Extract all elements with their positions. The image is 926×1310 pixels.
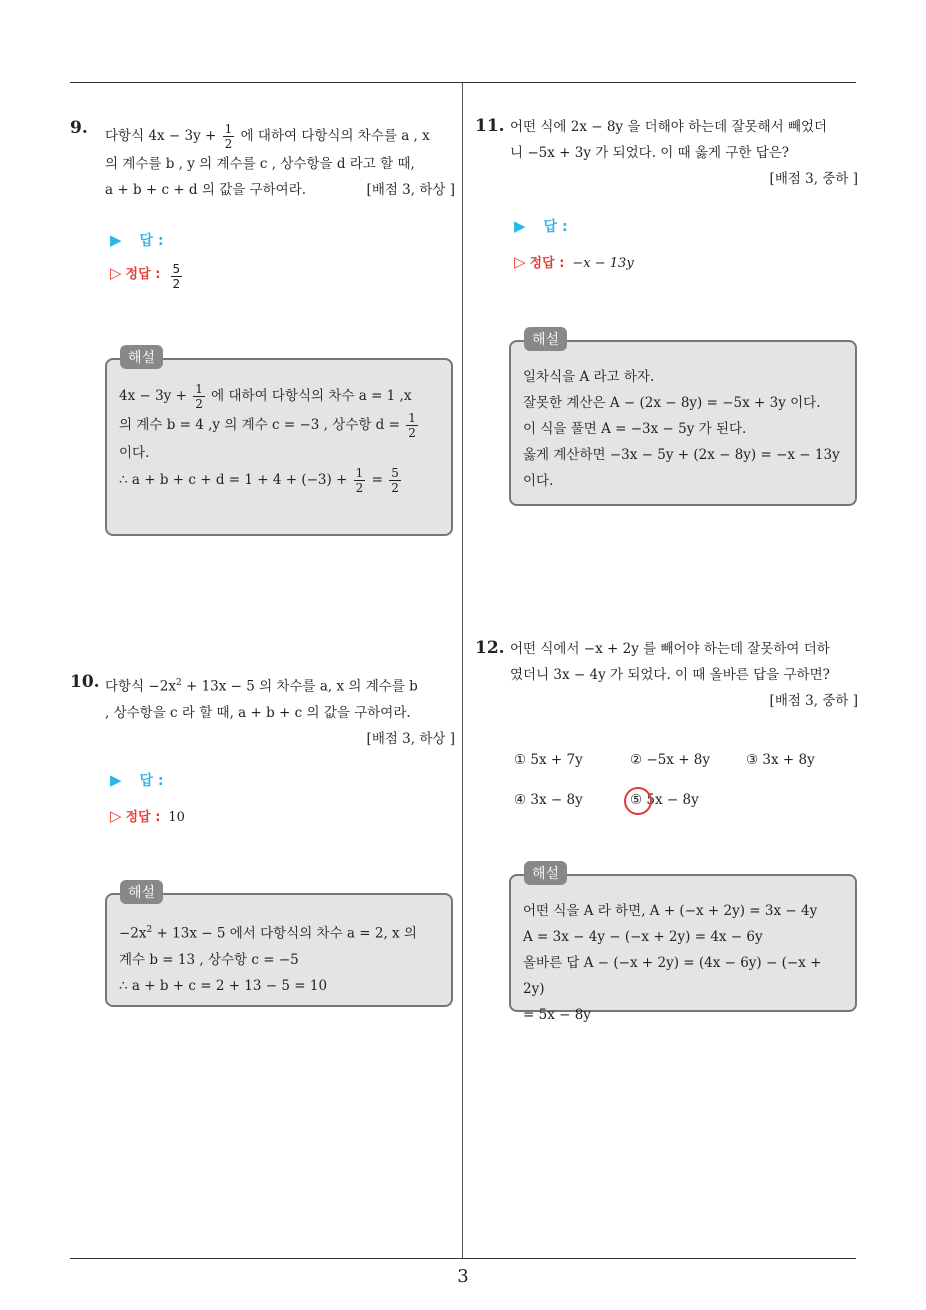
answer-marker-icon: ▶ bbox=[110, 231, 122, 249]
question-text bbox=[105, 122, 455, 203]
explanation-tag: 해설 bbox=[524, 327, 567, 351]
correct-value: 10 bbox=[168, 810, 185, 825]
problem-number: 12. bbox=[475, 638, 505, 658]
explanation-tag: 해설 bbox=[120, 345, 163, 369]
correct-marker-icon: ▷ bbox=[110, 264, 122, 282]
problem-number: 10. bbox=[70, 672, 100, 692]
selected-answer-circle-icon bbox=[624, 787, 652, 815]
correct-value: $\frac{5}{2}$ bbox=[172, 262, 181, 291]
answer-label: 답 : bbox=[139, 773, 164, 789]
correct-label: 정답 : bbox=[529, 256, 565, 271]
score-label: [배점 3, 하상 ] bbox=[366, 182, 455, 198]
correct-answer-row bbox=[110, 806, 185, 825]
answer-row[interactable] bbox=[110, 230, 164, 250]
choice-1[interactable]: ① 5x + 7y bbox=[514, 752, 583, 768]
question-text: 다항식 $-2x^2 + 13x - 5$ 의 차수를 a, x 의 계수를 b , 상수항을 c 라 할 때, a + b + c 의 값을 구하여라. [배점 3, 하상 ] bbox=[105, 670, 455, 752]
correct-marker-icon: ▷ bbox=[110, 807, 122, 825]
correct-label: 정답 : bbox=[125, 267, 161, 282]
answer-row[interactable] bbox=[514, 216, 568, 236]
answer-label: 답 : bbox=[543, 219, 568, 235]
correct-answer-row bbox=[110, 262, 184, 291]
page-number: 3 bbox=[457, 1266, 469, 1287]
answer-marker-icon: ▶ bbox=[514, 217, 526, 235]
top-rule bbox=[70, 82, 856, 83]
score-label: [배점 3, 중하 ] bbox=[769, 171, 858, 187]
choice-5[interactable]: ⑤ 5x − 8y bbox=[630, 792, 699, 808]
question-line: 에 대하여 다항식의 차수를 a , x bbox=[240, 128, 430, 144]
fraction: $\frac{1}{2}$ bbox=[224, 122, 233, 151]
score-label: [배점 3, 중하 ] bbox=[769, 693, 858, 709]
choice-3[interactable]: ③ 3x + 8y bbox=[746, 752, 815, 768]
answer-marker-icon: ▶ bbox=[110, 771, 122, 789]
explanation-box: 어떤 식을 A 라 하면, A + (−x + 2y) = 3x − 4y A = 3x − 4y − (−x + 2y) = 4x − 6y 올바른 답 A − (−x + 2y) = (4x − 6y) − (−x + 2y) = 5x − 8y bbox=[509, 874, 857, 1012]
question-text: 어떤 식에서 −x + 2y 를 빼어야 하는데 잘못하여 더하 였더니 3x − 4y 가 되었다. 이 때 올바른 답을 구하면? [배점 3, 중하 ] bbox=[510, 636, 858, 714]
problem-number: 9. bbox=[70, 118, 88, 138]
correct-label: 정답 : bbox=[125, 810, 161, 825]
explanation-tag: 해설 bbox=[120, 880, 163, 904]
explanation-box: 4x − 3y + $\frac{1}{2}$ 에 대하여 다항식의 차수 a = 1 ,x 의 계수 b = 4 ,y 의 계수 c = −3 , 상수항 d = $\frac{1}{2}$ 이다. ∴ a + b + c + d = 1 + 4 + (−3) + $\frac{1}{2}$ = $\frac{5}{2}$ bbox=[105, 358, 453, 536]
column-divider bbox=[462, 83, 463, 1258]
explanation-tag: 해설 bbox=[524, 861, 567, 885]
answer-row[interactable] bbox=[110, 770, 164, 790]
problem-number: 11. bbox=[475, 116, 505, 136]
explanation-box: 일차식을 A 라고 하자. 잘못한 계산은 A − (2x − 8y) = −5x + 3y 이다. 이 식을 풀면 A = −3x − 5y 가 된다. 옳게 계산하면 −3x − 5y + (2x − 8y) = −x − 13y 이다. bbox=[509, 340, 857, 506]
explanation-box: $-2x^2 + 13x - 5$ 에서 다항식의 차수 a = 2, x 의 계수 b = 13 , 상수항 c = −5 ∴ a + b + c = 2 + 13 − 5 = 10 bbox=[105, 893, 453, 1007]
choice-4[interactable]: ④ 3x − 8y bbox=[514, 792, 583, 808]
correct-value: −x − 13y bbox=[572, 256, 634, 271]
question-line: 다항식 4x − 3y + bbox=[105, 128, 217, 144]
question-text: 어떤 식에 2x − 8y 을 더해야 하는데 잘못해서 빼었더 니 −5x + 3y 가 되었다. 이 때 옳게 구한 답은? [배점 3, 중하 ] bbox=[510, 114, 858, 192]
question-line: 의 계수를 b , y 의 계수를 c , 상수항을 d 라고 할 때, bbox=[105, 156, 415, 172]
score-label: [배점 3, 하상 ] bbox=[366, 730, 455, 747]
question-line: a + b + c + d 의 값을 구하여라. bbox=[105, 182, 307, 198]
bottom-rule bbox=[70, 1258, 856, 1259]
correct-marker-icon: ▷ bbox=[514, 253, 526, 271]
answer-label: 답 : bbox=[139, 233, 164, 249]
correct-answer-row bbox=[514, 252, 634, 271]
choice-2[interactable]: ② −5x + 8y bbox=[630, 752, 711, 768]
